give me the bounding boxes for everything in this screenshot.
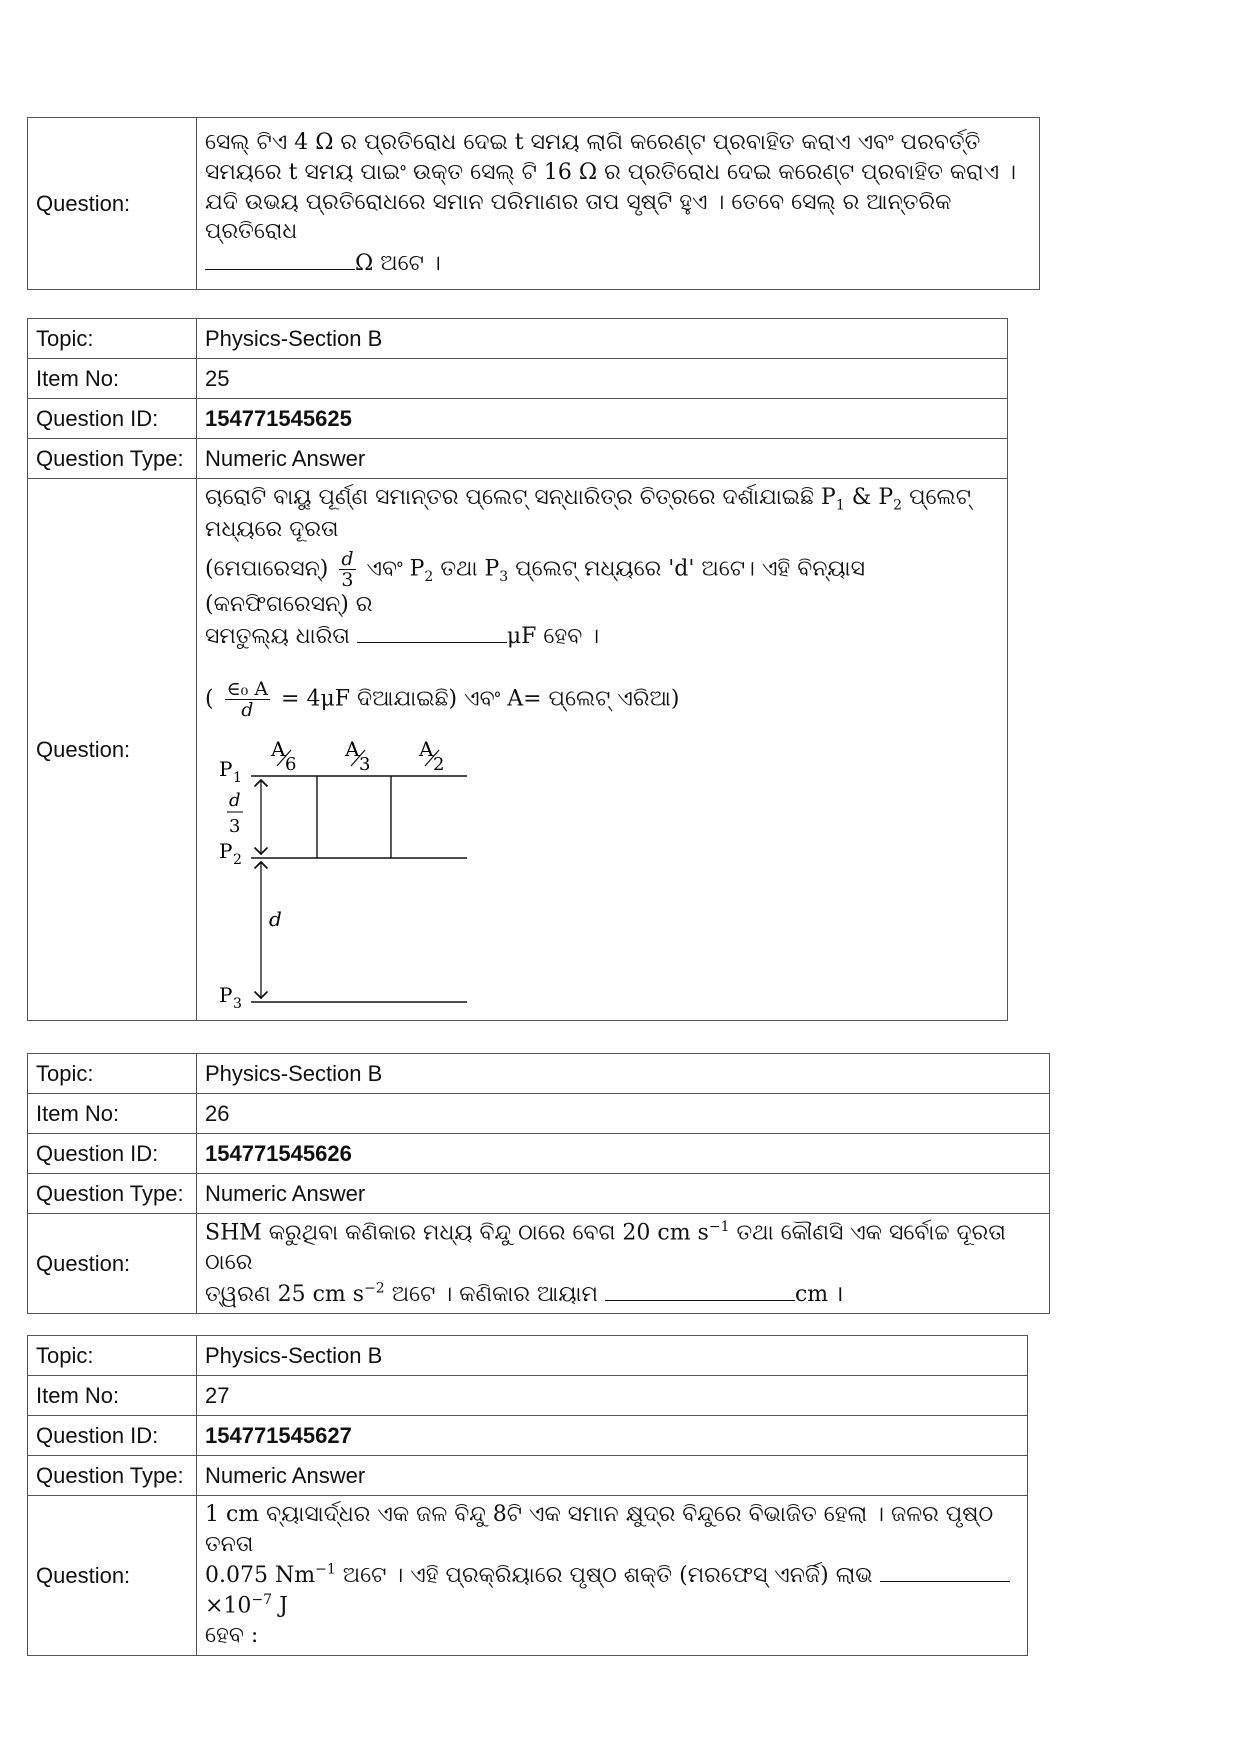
item-row — [28, 1376, 1028, 1416]
svg-text:A: A — [271, 737, 286, 762]
qtype-value: Numeric Answer — [197, 1174, 1050, 1214]
question-label: Question: — [28, 1496, 197, 1656]
frac-den: 3 — [341, 568, 354, 591]
line2-c: ତଥା P — [433, 556, 500, 582]
gap-label-1 — [227, 790, 243, 837]
qtype-row — [28, 1456, 1028, 1496]
topic-row — [28, 319, 1008, 359]
area-label-3 — [418, 737, 444, 775]
line2-d: J — [272, 1593, 288, 1619]
exp-1: −1 — [708, 1219, 730, 1235]
area-label-2 — [344, 737, 370, 775]
eps-den: d — [241, 699, 254, 722]
line3-b: μF ହେବ । — [506, 623, 600, 649]
qid-row — [28, 1134, 1050, 1174]
sub-2b: 2 — [424, 568, 434, 585]
svg-text:P: P — [219, 757, 233, 782]
question-label: Question: — [28, 118, 197, 290]
question-row — [28, 479, 1008, 1021]
question-text-cell — [197, 1214, 1050, 1314]
qid-label: Question ID: — [28, 1134, 197, 1174]
line2-a: (ମେପାରେସନ୍) — [205, 556, 329, 582]
eps-num: ∈₀ A — [226, 678, 269, 701]
qid-row — [28, 1416, 1028, 1456]
question-row — [28, 1496, 1028, 1656]
given-c: ଦିଆଯାଇଛି) ଏବଂ A= ପ୍ଲେଟ୍ ଏରିଆ) — [357, 686, 680, 712]
answer-blank — [357, 620, 507, 643]
question-line-1: 1 cm ବ୍ୟାସାର୍ଦ୍ଧର ଏକ ଜଳ ବିନ୍ଦୁ 8ଟି ଏକ ସମାନ କ୍ଷୁଦ୍ର ବିନ୍ଦୁରେ ବିଭାଜିତ ହେଲା । ଜଳର ପୃଷ୍ଠ ତନତା — [205, 1502, 994, 1557]
qtype-label: Question Type: — [28, 439, 197, 479]
svg-text:A: A — [419, 737, 434, 762]
topic-value: Physics-Section B — [197, 319, 1008, 359]
given-a: ( — [205, 686, 214, 712]
topic-label: Topic: — [28, 1054, 197, 1094]
item-value: 27 — [197, 1376, 1028, 1416]
sub-2: 2 — [893, 497, 903, 514]
question-table-continued — [27, 117, 1040, 290]
sub-1: 1 — [835, 497, 845, 514]
svg-text:P: P — [219, 839, 233, 864]
question-line-2 — [205, 549, 999, 620]
question-line-1 — [205, 483, 999, 545]
question-row — [28, 1214, 1050, 1314]
question-text-cell — [197, 479, 1008, 1021]
svg-text:3: 3 — [233, 996, 242, 1013]
line1-a: SHM କରୁଥିବା କଣିକାର ମଧ୍ୟ ବିନ୍ଦୁ ଠାରେ ବେଗ 20 cm s — [205, 1220, 709, 1246]
question-table-25 — [27, 318, 1008, 1021]
qtype-row — [28, 1174, 1050, 1214]
svg-text:2: 2 — [433, 754, 445, 776]
question-table-27 — [27, 1335, 1028, 1656]
question-text-cell — [197, 1496, 1028, 1656]
svg-text:d: d — [229, 790, 241, 812]
line1-c: ପ୍ଲେଟ୍ ମଧ୍ୟରେ ଦୂରତା — [205, 485, 971, 543]
exp-2: −2 — [364, 1280, 385, 1297]
topic-label: Topic: — [28, 1336, 197, 1376]
fraction-eps-a-over-d — [225, 679, 270, 720]
sub-3: 3 — [499, 568, 509, 585]
line1-b: ତଥା କୌଣସି ଏକ ସର୍ବୋଚ୍ଚ ଦୂରତା ଠାରେ — [205, 1220, 1006, 1276]
plate-label-p2 — [219, 839, 242, 868]
qid-label: Question ID: — [28, 399, 197, 439]
svg-text:3: 3 — [359, 754, 371, 776]
line2-c: cm । — [794, 1281, 844, 1307]
qid-row — [28, 399, 1008, 439]
line2-a: 0.075 Nm — [205, 1563, 316, 1589]
plate-label-p3 — [219, 983, 242, 1012]
area-label-1 — [270, 737, 296, 775]
line3-a: ସମତୁଲ୍ୟ ଧାରିତା — [205, 623, 350, 649]
svg-text:P: P — [219, 983, 233, 1008]
line2-a: ତ୍ୱରଣ 25 cm s — [205, 1281, 365, 1307]
line2-b: ଏବଂ P — [366, 556, 425, 582]
question-row — [28, 118, 1040, 290]
line2-b: ଅଟେ । କଣିକାର ଆୟାମ — [384, 1281, 598, 1307]
question-table-26 — [27, 1053, 1050, 1314]
topic-row — [28, 1336, 1028, 1376]
item-value: 25 — [197, 359, 1008, 399]
question-label: Question: — [28, 479, 197, 1021]
topic-label: Topic: — [28, 319, 197, 359]
item-row — [28, 1094, 1050, 1134]
qtype-value: Numeric Answer — [197, 439, 1008, 479]
qtype-row — [28, 439, 1008, 479]
item-value: 26 — [197, 1094, 1050, 1134]
question-text: ସେଲ୍ ଟିଏ 4 Ω ର ପ୍ରତିରୋଧ ଦେଇ t ସମୟ ଲାଗି କରେଣ୍ଟ ପ୍ରବାହିତ କରାଏ ଏବଂ ପରବର୍ତ୍ତି ସମୟରେ t ସମୟ ପାଇଂ ଉକ୍ତ ସେଲ୍ ଟି 16 Ω ର ପ୍ରତିରୋଧ ଦେଇ କରେଣ୍ଟ ପ୍ରବାହିତ କରାଏ । ଯଦି ଉଭୟ ପ୍ରତିରୋଧରେ ସମାନ ପରିମାଣର ତାପ ସୃଷ୍ଟି ହୁଏ । ତେବେ ସେଲ୍ ର ଆନ୍ତରିକ ପ୍ରତିରୋଧ — [205, 130, 1016, 245]
item-label: Item No: — [28, 359, 197, 399]
qtype-value: Numeric Answer — [197, 1456, 1028, 1496]
given-b: = 4μF — [281, 686, 351, 712]
exp-1: −1 — [315, 1562, 336, 1579]
svg-text:6: 6 — [285, 754, 297, 776]
exp-2: −7 — [251, 1592, 273, 1609]
item-row — [28, 359, 1008, 399]
item-label: Item No: — [28, 1376, 197, 1416]
answer-blank — [205, 247, 355, 270]
given-line — [205, 679, 999, 720]
question-text-cell — [197, 118, 1040, 290]
qid-value: 154771545625 — [197, 399, 1008, 439]
fraction-d-over-3 — [339, 549, 355, 590]
line2-b: ଅଟେ । ଏହି ପ୍ରକ୍ରିୟାରେ ପୃଷ୍ଠ ଶକ୍ତି (ମରଫେସ୍ ଏନର୍ଜି) ଲାଭ — [335, 1563, 873, 1589]
answer-blank — [605, 1278, 795, 1301]
gap-label-2: d — [269, 907, 282, 932]
question-line-2 — [205, 1278, 1041, 1310]
svg-text:A: A — [345, 737, 360, 762]
question-label: Question: — [28, 1214, 197, 1314]
svg-text:2: 2 — [233, 852, 242, 869]
qtype-label: Question Type: — [28, 1456, 197, 1496]
answer-blank — [880, 1559, 1010, 1582]
answer-suffix: Ω ଅଟେ । — [355, 251, 441, 277]
line1-b: & P — [844, 485, 894, 510]
line1-a: ଚାରୋଟି ବାୟୁ ପୂର୍ଣ୍ଣ ସମାନ୍ତର ପ୍ଲେଟ୍ ସନ୍ଧାରିତ୍ର ଚିତ୍ରରେ ଦର୍ଶାଯାଇଛି P — [205, 485, 836, 510]
line2-d: ପ୍ଲେଟ୍ ମଧ୍ୟରେ 'd' ଅଟେ। ଏହି ବିନ୍ୟାସ (କନଫିଗରେସନ୍) ର — [205, 556, 865, 617]
question-line-1 — [205, 1218, 1041, 1278]
svg-text:1: 1 — [233, 770, 242, 787]
qid-value: 154771545626 — [197, 1134, 1050, 1174]
question-line-3: ହେବ : — [205, 1623, 259, 1649]
capacitor-plates-diagram — [205, 726, 505, 1016]
qid-label: Question ID: — [28, 1416, 197, 1456]
qtype-label: Question Type: — [28, 1174, 197, 1214]
topic-value: Physics-Section B — [197, 1336, 1028, 1376]
plate-label-p1 — [219, 757, 242, 786]
topic-row — [28, 1054, 1050, 1094]
topic-value: Physics-Section B — [197, 1054, 1050, 1094]
item-label: Item No: — [28, 1094, 197, 1134]
question-line-2 — [205, 1559, 1019, 1621]
question-line-3 — [205, 620, 999, 652]
svg-text:3: 3 — [229, 816, 241, 838]
line2-c: ×10 — [205, 1593, 252, 1619]
qid-value: 154771545627 — [197, 1416, 1028, 1456]
frac-num: d — [341, 547, 354, 570]
